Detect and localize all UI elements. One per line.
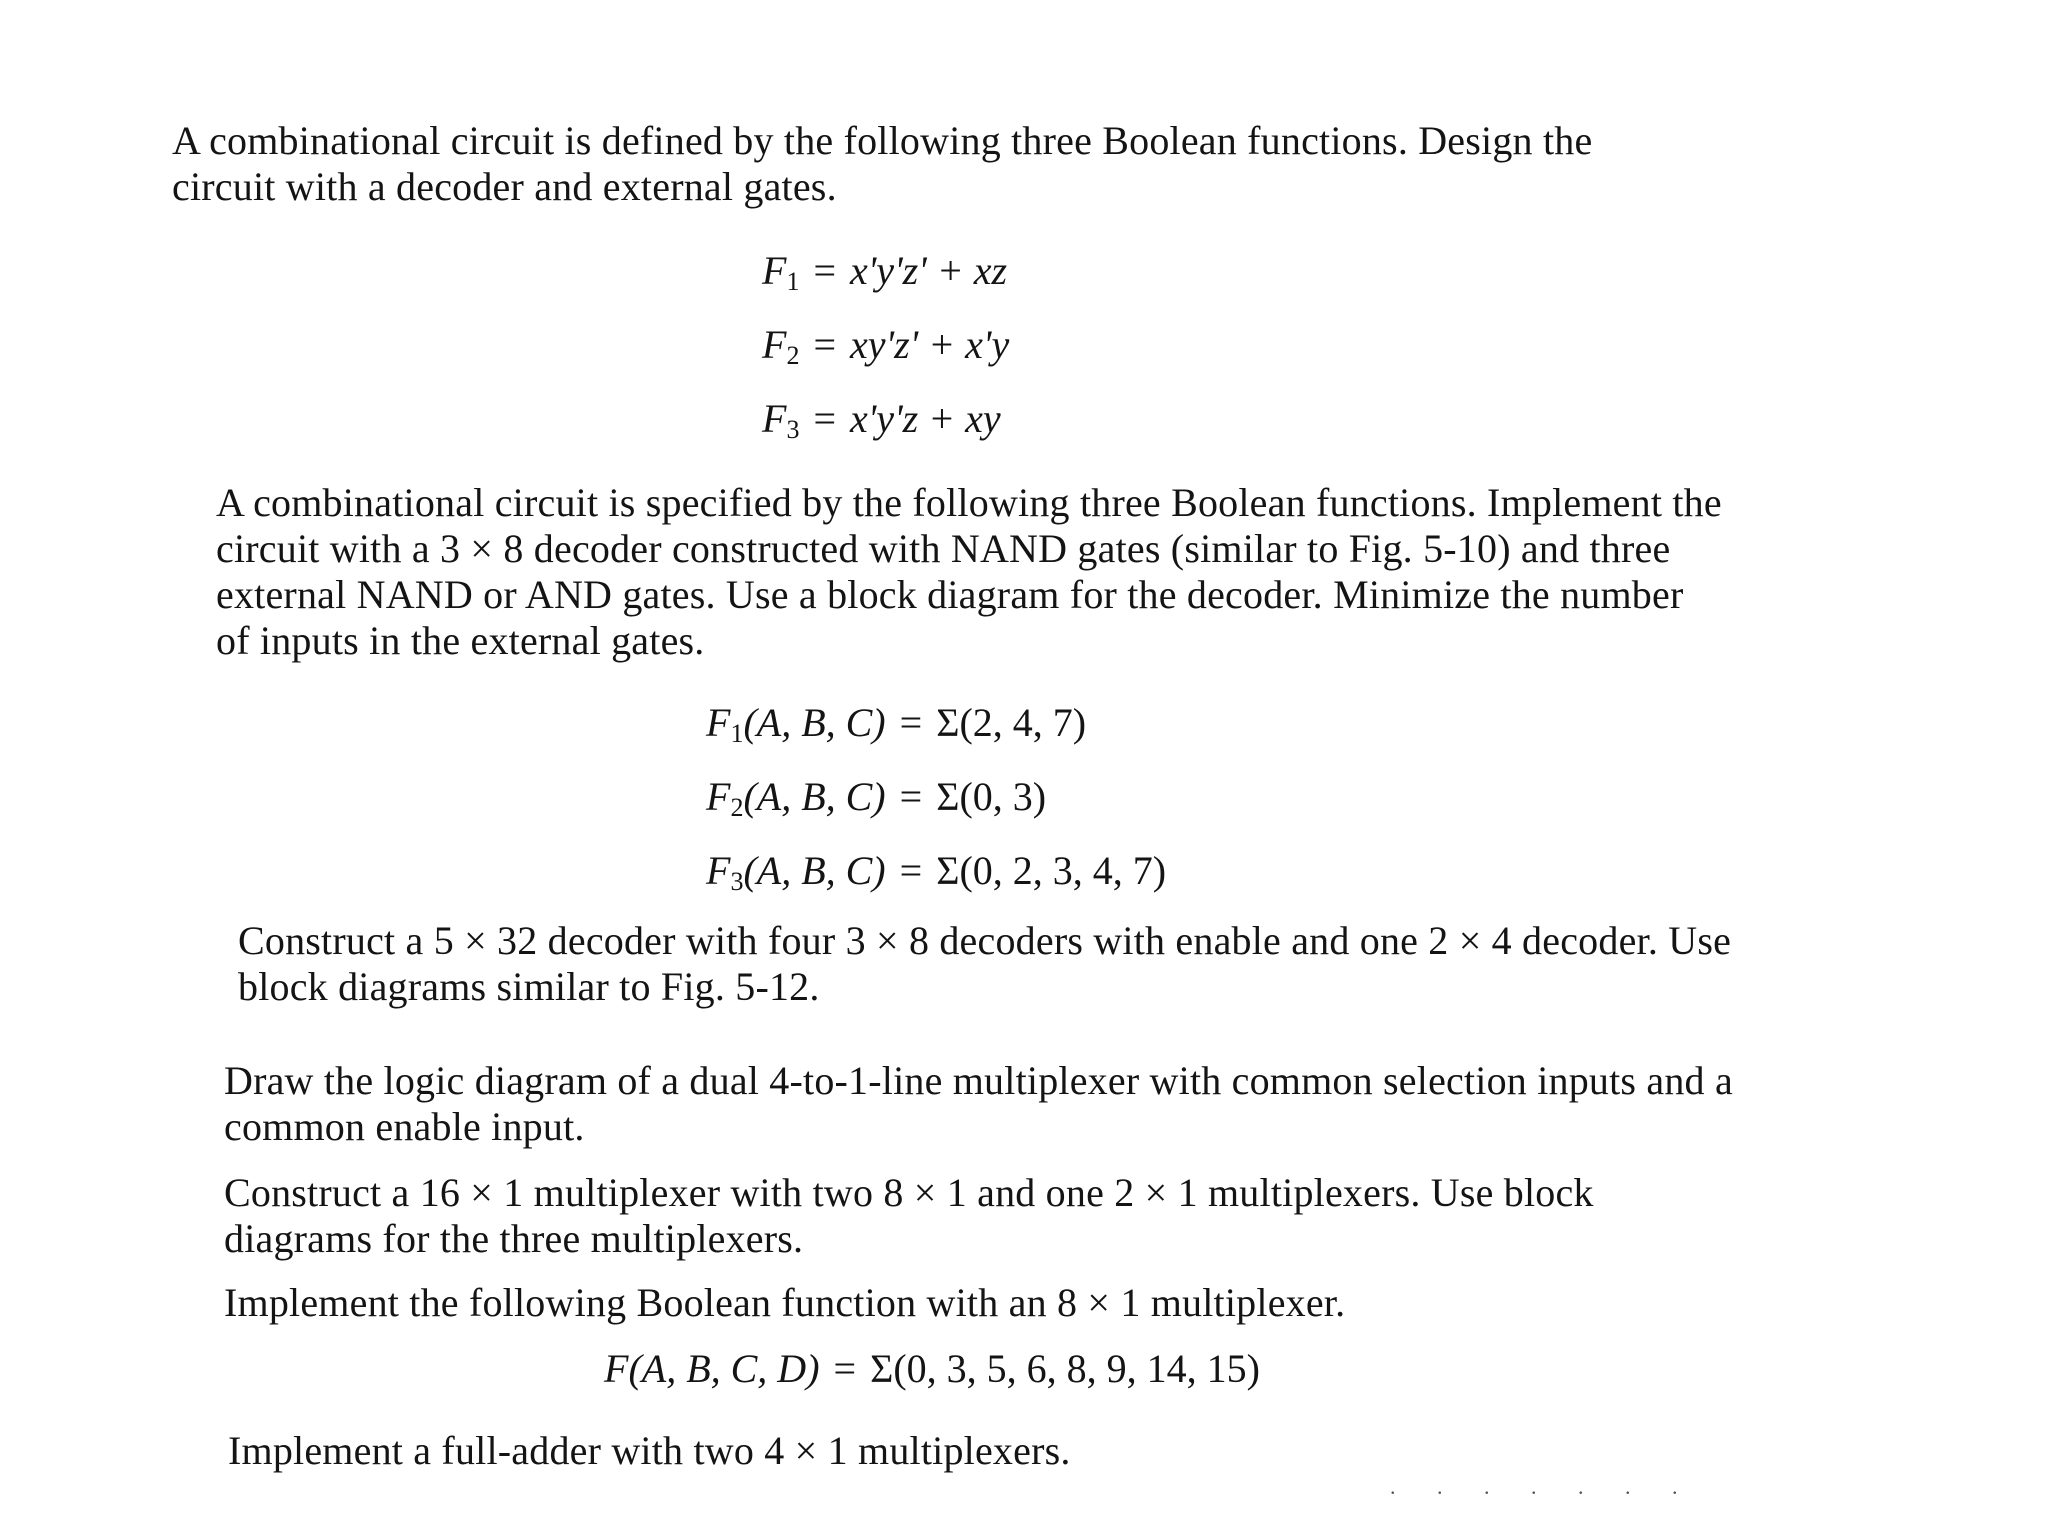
equation-f2: F2 = xy'z' + x'y	[762, 322, 1010, 370]
problem-2-text: A combinational circuit is specified by the following three Boolean functions. Implement the circuit with a 3 × 8 decoder constructed with NAND gates (similar to Fig. 5-10) and three external NAND or AND gates. Use a block diagram for the decoder. Minimize the number of inputs in the external gates.	[216, 480, 1722, 663]
equation-f1-abc: F1(A, B, C) = Σ(2, 4, 7)	[706, 700, 1087, 748]
problem-4-text: Draw the logic diagram of a dual 4-to-1-line multiplexer with common selection inputs and a common enable input.	[224, 1058, 1733, 1149]
equation-f-abcd: F(A, B, C, D) = Σ(0, 3, 5, 6, 8, 9, 14, 15)	[604, 1346, 1260, 1391]
problem-6-text: Implement the following Boolean function with an 8 × 1 multiplexer.	[224, 1280, 1346, 1325]
equation-f3: F3 = x'y'z + xy	[762, 396, 1001, 444]
problem-7-text: Implement a full-adder with two 4 × 1 multiplexers.	[228, 1428, 1071, 1473]
problem-3-text: Construct a 5 × 32 decoder with four 3 × 8 decoders with enable and one 2 × 4 decoder. Use block diagrams similar to Fig. 5-12.	[238, 918, 1732, 1009]
problem-1-text: A combinational circuit is defined by the following three Boolean functions. Design the circuit with a decoder and external gates.	[172, 118, 1593, 209]
scan-marks: . . . . . . .	[1390, 1474, 1696, 1499]
equation-f1: F1 = x'y'z' + xz	[762, 248, 1008, 296]
equation-f3-abc: F3(A, B, C) = Σ(0, 2, 3, 4, 7)	[706, 848, 1167, 896]
problem-5-text: Construct a 16 × 1 multiplexer with two 8 × 1 and one 2 × 1 multiplexers. Use block diagrams for the three multiplexers.	[224, 1170, 1594, 1261]
equation-f2-abc: F2(A, B, C) = Σ(0, 3)	[706, 774, 1047, 822]
